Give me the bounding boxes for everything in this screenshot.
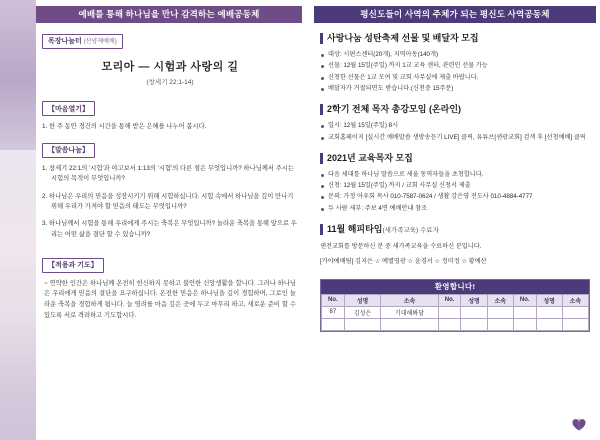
list-item: 배달자가 거절되면도 받습니다.(신천중 15주문) — [320, 84, 590, 94]
question-list-open — [42, 122, 298, 132]
notice-happytime-title-main: 11월 해피타임 — [327, 223, 383, 234]
list-item: 다음 세대를 하나님 말씀으로 세울 동역자들을 초청합니다. — [320, 170, 590, 180]
table-cell — [536, 306, 562, 318]
notice-gift-section — [320, 32, 590, 94]
list-item: 선물: 12월 15일(주일) 까지 1교 교육 센터, 관련인 선물 가능 — [320, 61, 590, 71]
table-cell — [513, 318, 536, 330]
church-logo-icon — [570, 416, 588, 432]
notice-meeting-title: 2학기 전체 목자 총강모임 (온라인) — [320, 103, 590, 116]
table-cell — [536, 318, 562, 330]
table-row — [322, 306, 589, 318]
verse-reference: (창세기 22:1-14) — [146, 78, 194, 86]
list-item: 신청한 선물은 1교 모여 및 교회 사무실에 제출 바랍니다. — [320, 73, 590, 83]
notice-recruit-list — [320, 170, 590, 214]
list-item: 2. 하나님은 우리의 믿음을 성장시키기 위해 시험하십니다. 시험 속에서 하나님을 깊이 만나기 위해 우리가 가져야 할 믿음의 태도는 무엇입니까? — [42, 192, 294, 210]
table-col-header: No. — [438, 294, 461, 306]
section-tag-word: 【말씀나눔】 — [42, 143, 95, 158]
table-cell — [438, 306, 461, 318]
table-col-header: 소속 — [487, 294, 513, 306]
list-item: 1. 한 주 동안 경건의 시간을 통해 받은 은혜를 나누어 봅시다. — [42, 123, 207, 130]
table-col-header: 성명 — [344, 294, 381, 306]
notice-happytime-section — [320, 223, 590, 267]
study-tag — [42, 34, 123, 49]
table-col-header: No. — [513, 294, 536, 306]
study-block — [42, 30, 298, 321]
section-tag-apply: 【적용과 기도】 — [42, 258, 104, 273]
table-cell: 김성은 — [344, 306, 381, 318]
list-item: 문의: 가정 아우회 목사 010-7587-0624 / 생활 강은영 전도사 010-4884-4777 — [320, 192, 590, 202]
notice-gift-title: 사랑나눔 성탄축제 선물 및 배달자 모집 — [320, 32, 590, 45]
list-item: 1. 창세기 22:1의 '시험'과 야고보서 1:13의 '시험'의 다른 점은 무엇입니까? 하나님께서 주시는 시험의 목적이 무엇입니까? — [42, 164, 294, 183]
table-cell — [461, 318, 487, 330]
left-column — [36, 0, 308, 440]
notice-meeting-list — [320, 121, 590, 142]
list-item: 신청: 12월 15일(주일) 까지 / 교회 사무실 신청서 제출 — [320, 181, 590, 191]
list-item: 대상: 시편스센터(20개), 지역아동(140개) — [320, 50, 590, 60]
table-col-header: 성명 — [461, 294, 487, 306]
table-col-header: 소속 — [381, 294, 438, 306]
table-cell: 87 — [322, 306, 345, 318]
welcome-table-title: 환영합니다! — [321, 280, 589, 294]
table-cell — [562, 306, 588, 318]
notice-happytime-title-sub: (새가족교육) 수료자 — [382, 226, 439, 234]
table-cell — [562, 318, 588, 330]
decorative-photo-strip — [0, 0, 36, 440]
table-col-header: No. — [322, 294, 345, 306]
welcome-table — [321, 294, 589, 331]
section-tag-open: 【마음열기】 — [42, 101, 95, 116]
right-column-header: 평신도들이 사역의 주체가 되는 평신도 사역공동체 — [314, 6, 596, 23]
list-item: 3. 하나님께서 시험을 통해 우리에게 주시는 축복은 무엇입니까? 놀라운 축복을 통해 앞으로 우리는 어떤 삶을 결단 할 수 있습니까? — [42, 220, 297, 238]
study-tag-sub: (산양제예배) — [83, 39, 117, 45]
list-item: 두 사람 세부: 주보 4면 예배안내 참조 — [320, 204, 590, 214]
table-cell — [344, 318, 381, 330]
study-tag-label: 목장나눔터 — [48, 38, 82, 45]
welcome-table-wrap — [320, 279, 590, 332]
page-title: 모리아 — 시험과 사랑의 길 — [101, 60, 239, 73]
question-list-word — [42, 164, 298, 240]
table-header-row — [322, 294, 589, 306]
notice-recruit-section — [320, 152, 590, 214]
table-col-header: 소속 — [562, 294, 588, 306]
table-row — [322, 318, 589, 330]
notice-recruit-title: 2021년 교육목자 모집 — [320, 152, 590, 165]
notice-happytime-names: [가야예배팀] 김지은 ☆ 예별영광 ☆ 윤경서 ☆ 정미정 ☆ 황예산 — [320, 257, 487, 265]
table-cell — [461, 306, 487, 318]
table-cell — [487, 306, 513, 318]
notice-meeting-section — [320, 103, 590, 142]
right-column — [310, 0, 600, 440]
list-item: 교회홈페이지 [실시간 예배말씀 생방송듣기 LIVE] 클릭, 유튜브[샌광교회] 검색 후 [선청예배] 클릭 — [320, 133, 590, 143]
list-item: 일시: 12월 15일(주일) 8시 — [320, 121, 590, 131]
table-cell — [322, 318, 345, 330]
notice-happytime-title — [320, 223, 590, 237]
table-cell — [438, 318, 461, 330]
table-cell — [487, 318, 513, 330]
left-column-header: 예배를 통해 하나님을 만나 감격하는 예배공동체 — [36, 6, 302, 23]
table-col-header: 성명 — [536, 294, 562, 306]
notice-happytime-note: 샌전교회를 방문하신 분 중 새가족교육을 수료하신 분입니다. — [320, 242, 482, 250]
table-cell — [381, 318, 438, 330]
notice-gift-list — [320, 50, 590, 94]
apply-paragraph: ~ 연약한 인간은 하나님께 온전히 헌신하지 못하고 불안한 신앙생활을 합니다. 그러나 하나님은 우리에게 믿음의 결단을 요구하십니다. 온전한 믿음은 하나님을 깊이 경험하며, 그로인 놀라운 축복을 경험하게 됩니다. 늘 염려를 마음 깊은 곳에 두고 마무리 하고, 새로운 준비 할 수 있도록 서로 격려하고 기도합시다. — [44, 279, 296, 319]
table-cell — [513, 306, 536, 318]
table-cell: 기대해봐달 — [381, 306, 438, 318]
